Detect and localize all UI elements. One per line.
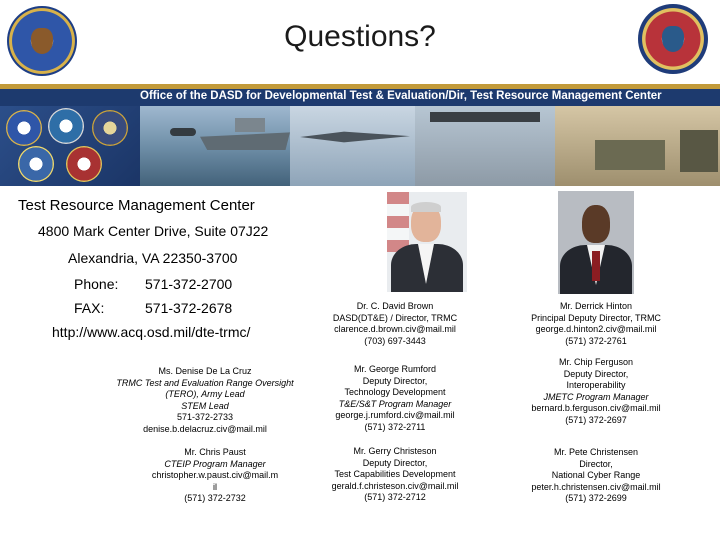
contact-role: (TERO), Army Lead [165, 389, 245, 400]
army-seal-icon [48, 108, 84, 144]
contact-email[interactable]: george.j.rumford.civ@mail.mil [335, 410, 455, 421]
jet-photo [290, 106, 415, 186]
org-name: Test Resource Management Center [18, 197, 255, 214]
contact-title: National Cyber Range [551, 470, 641, 481]
contact-delacruz [90, 366, 320, 436]
contact-name: Ms. Denise De La Cruz [158, 366, 252, 376]
contact-rumford [310, 364, 480, 434]
contact-phone: (571) 372-2732 [184, 493, 246, 504]
contact-phone: (571) 372-2699 [565, 493, 627, 504]
contact-role: T&E/S&T Program Manager [338, 398, 452, 409]
banner-seals-panel [0, 106, 140, 186]
contact-email[interactable]: clarence.d.brown.civ@mail.mil [334, 324, 456, 335]
contact-phone: 571-372-2733 [176, 412, 234, 423]
contact-name: Mr. Chris Paust [184, 447, 246, 457]
address-line-1: 4800 Mark Center Drive, Suite 07J22 [38, 223, 269, 239]
helicopter-icon [170, 128, 196, 136]
trmc-seal-icon [638, 4, 708, 74]
banner-stripe [0, 84, 720, 89]
contact-role: TRMC Test and Evaluation Range Oversight [116, 377, 294, 388]
contact-christensen [512, 447, 680, 505]
contact-name: Mr. Derrick Hinton [559, 301, 632, 311]
hinton-portrait [558, 191, 634, 294]
contact-phone: (703) 697-3443 [364, 335, 426, 346]
contact-brown [310, 301, 480, 347]
contact-name: Mr. George Rumford [353, 364, 437, 374]
contact-title: Deputy Director, [563, 368, 629, 379]
brown-portrait [387, 192, 467, 292]
contact-name: Mr. Pete Christensen [553, 447, 639, 457]
contact-phone: (571) 372-2761 [565, 335, 627, 346]
marines-seal-icon [66, 146, 102, 182]
contact-title: Interoperability [566, 380, 626, 391]
website-link[interactable]: http://www.acq.osd.mil/dte-trmc/ [52, 324, 251, 340]
contact-name: Mr. Chip Ferguson [558, 357, 634, 367]
contact-email[interactable]: denise.b.delacruz.civ@mail.mil [143, 423, 267, 434]
airforce-seal-icon [18, 146, 54, 182]
contact-title: Deputy Director, [362, 457, 428, 468]
contact-title: Test Capabilities Development [334, 469, 456, 480]
contact-email[interactable]: bernard.b.ferguson.civ@mail.mil [531, 403, 661, 414]
fax-value: 571-372-2678 [145, 300, 233, 316]
banner-caption: Office of the DASD for Developmental Test & Evaluation/Dir, Test Resource Management Center [140, 90, 662, 102]
contact-phone: (571) 372-2697 [565, 414, 627, 425]
contact-ferguson [512, 357, 680, 427]
contact-paust [120, 447, 310, 505]
contact-email[interactable]: gerald.f.christeson.civ@mail.mil [331, 480, 459, 491]
contact-email[interactable]: george.d.hinton2.civ@mail.mil [535, 324, 657, 335]
address-line-2: Alexandria, VA 22350-3700 [68, 250, 238, 266]
vehicle-icon [680, 130, 718, 172]
dod-mini-seal-icon [6, 110, 42, 146]
contact-title: Principal Deputy Director, TRMC [531, 312, 661, 323]
uav-icon [430, 112, 540, 122]
contact-title: Director, [579, 458, 613, 469]
contact-role: STEM Lead [181, 400, 229, 411]
contact-phone: (571) 372-2711 [364, 421, 426, 432]
truck-icon [595, 140, 665, 170]
contact-christeson [310, 446, 480, 504]
fax-label: FAX: [74, 300, 105, 316]
page-title: Questions? [284, 20, 436, 53]
contact-name: Mr. Gerry Christeson [353, 446, 437, 456]
contact-title: Deputy Director, [362, 375, 428, 386]
contact-email[interactable]: peter.h.christensen.civ@mail.mil [531, 481, 661, 492]
contact-email[interactable]: christopher.w.paust.civ@mail.m [151, 470, 279, 481]
contact-title: Technology Development [344, 387, 446, 398]
contact-role: JMETC Program Manager [543, 391, 649, 402]
contact-phone: (571) 372-2712 [364, 492, 426, 503]
contact-title: DASD(DT&E) / Director, TRMC [332, 312, 458, 323]
navy-seal-icon [92, 110, 128, 146]
contact-email-cont[interactable]: il [213, 481, 217, 492]
phone-label: Phone: [74, 276, 119, 292]
contact-name: Dr. C. David Brown [356, 301, 434, 311]
phone-value: 571-372-2700 [145, 276, 233, 292]
contact-role: CTEIP Program Manager [164, 458, 266, 469]
contact-hinton [512, 301, 680, 347]
dod-seal-icon [7, 6, 77, 76]
